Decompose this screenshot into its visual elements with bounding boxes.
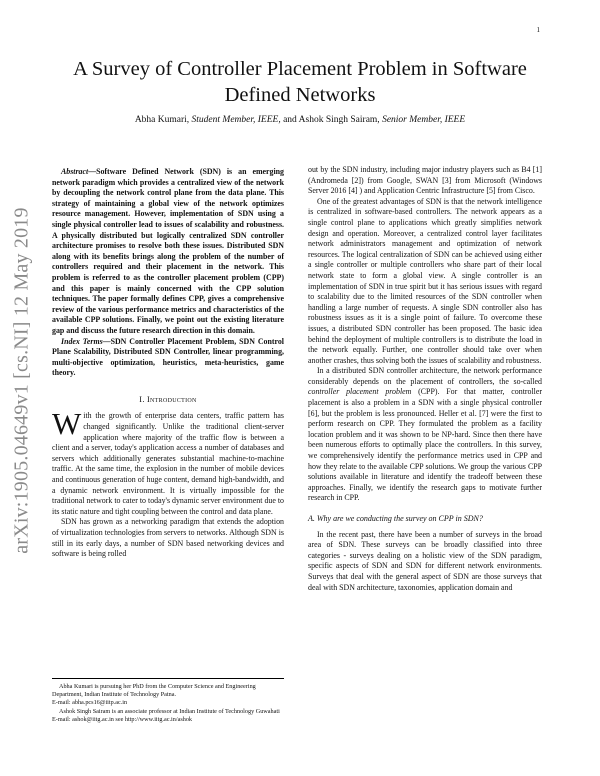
section-heading-introduction: I. Introduction	[139, 394, 197, 404]
intro-paragraph-2: SDN has grown as a networking paradigm that extends the adoption of virtualization technologies from servers to networks. Although SDN is still in its early days, a number of SDN based networking devices and software is being rolled	[52, 517, 284, 559]
footnote-1-email[interactable]: E-mail: abha.pcs16@iitp.ac.in	[52, 699, 128, 707]
footnote-1: Abha Kumari is pursuing her PhD from the Computer Science and Engineering Department, Indian Institute of Technology Patna.	[52, 683, 256, 698]
author2-name: Ashok Singh Sairam,	[298, 115, 380, 125]
intro-paragraph-5-b: (CPP). For that matter, controller placement is also a problem in a SDN with a single physical controller [6], but the problem is less pronounced. Heller et al. [7] were the first to perform research on CPP. They formulated the problem as a facility location problem and it was shown to be NP-hard. Since then there have been numerous efforts to optimally place the controllers. In this survey, we comprehensively identify the performance metrics used in CPP and how they relate to the available CPP solutions. We group the various CPP solutions available in literature and identify the tradeoff between these approaches. Finally, we identify the research gaps to motivate further research in CPP.	[308, 387, 542, 503]
footnotes	[52, 678, 284, 725]
footnote-2-email[interactable]: E-mail: ashok@iitg.ac.in see http://www.iitg.ac.in/ashok	[52, 716, 193, 724]
paper-title: A Survey of Controller Placement Problem in Software Defined Networks	[73, 58, 527, 106]
subsection-heading-a: A. Why are we conducting the survey on CPP in SDN?	[308, 514, 483, 523]
arxiv-stamp[interactable]	[2, 180, 42, 580]
index-terms-label: Index Terms	[61, 336, 103, 346]
arxiv-stamp-text: arXiv:1905.04649v1 [cs.NI] 12 May 2019	[10, 206, 33, 554]
author2-role: Senior Member, IEEE	[382, 115, 466, 125]
index-terms-text: —SDN Controller Placement Problem, SDN Control Plane Scalability, Distributed SDN Controller, linear programming, multi-objective optimization, heuristics, meta-heuristics, game theory.	[52, 336, 285, 378]
footnote-2: Ashok Singh Sairam is an associate professor at Indian Institute of Technology Guwahati	[59, 707, 280, 715]
page-number: 1	[536, 26, 540, 34]
abstract-text: —Software Defined Network (SDN) is an emerging network paradigm which provides a centralized view of the network by decoupling the network control plane from the data plane. This strategy of maintaining a global view of the network optimizes resource management. However, implementation of SDN using a single physical controller lead to issues of scalability and robustness. A physically distributed but logically centralized SDN controller architecture promises to resolve both these issues. Distributed SDN along with its benefits brings along the problem of the number of controllers required and their placement in the network. This problem is referred to as the controller placement problem (CPP) and this paper is mainly concerned with the CPP solution techniques. The paper formally defines CPP, gives a comprehensive review of the various performance metrics and characteristics of the available CPP solutions. Finally, we point out the existing literature gap and discuss the future research direction in this domain.	[52, 167, 284, 335]
left-column	[52, 167, 284, 560]
author-line	[60, 115, 540, 125]
intro-paragraph-4: One of the greatest advantages of SDN is that the network intelligence is centralized in software-based controllers. The network appears as a single control plane to applications which greatly simplifies network design and operation. Moreover, a centralized control layer facilitates network administrators management and optimization of network resources. The logical centralization of SDN can be achieved using either a single controller or multiple controllers who share part of their local network state to form a global view. A single controller is an implementation of SDN in true spirit but it has serious issues with regard to scalability due to the limited resources of the SDN controller when handling a large number of requests. A single SDN controller also has robustness issues as it is a single point of failure. To overcome these issues, a distributed SDN controller has been proposed. The basic idea behind the deployment of multiple controllers is to distribute the load in the network equally. Further, one controller should take over when another crashes, thus solving both the issues of scalability and robustness.	[308, 196, 542, 365]
intro-paragraph-1-text: ith the growth of enterprise data centers, traffic pattern has changed significantly. Unlike the traditional client-server application where majority of the traffic flow is between a client and a server, today's application access a number of databases and servers which additionally generates substantial machine-to-machine traffic. At the same time, the explosion in the number of mobile devices and continuous generation of huge content, demand high-bandwidth, and a dynamic network environment. It is virtually impossible for the traditional network to cater to today's dynamic server environment due to its static nature and tight coupling between the control and data plane.	[52, 411, 284, 516]
right-column	[308, 165, 542, 593]
author1-role: Student Member, IEEE,	[191, 115, 281, 125]
index-terms	[52, 337, 284, 379]
author1-name: Abha Kumari,	[134, 115, 190, 125]
abstract-label: Abstract	[61, 167, 89, 176]
abstract	[52, 167, 284, 337]
dropcap-letter: W	[52, 406, 82, 442]
intro-paragraph-5	[308, 366, 542, 504]
author-conj: and	[283, 115, 297, 125]
intro-paragraph-1	[52, 406, 284, 517]
intro-paragraph-3: out by the SDN industry, including major industry players such as B4 [1] (Andromeda [2]) from Google, SWAN [3] from Microsoft (Windows Server 2016 [4] ) and Application Centric Infrastructure [5] from Cisco.	[308, 165, 542, 196]
cpp-term: controller placement problem	[308, 387, 412, 397]
intro-paragraph-5-a: In a distributed SDN controller architecture, the network performance considerably depends on the placement of controllers, the so-called	[308, 366, 542, 386]
subsection-a-paragraph-1: In the recent past, there have been a number of surveys in the broad area of SDN. These surveys can be broadly classified into three categories - surveys dealing on a holistic view of the SDN paradigm, specific aspects of SDN and SDN for different network environments. Surveys that deal with the general aspect of SDN are those surveys that deal with SDN architecture, taxonomies, application domain and	[308, 529, 542, 592]
